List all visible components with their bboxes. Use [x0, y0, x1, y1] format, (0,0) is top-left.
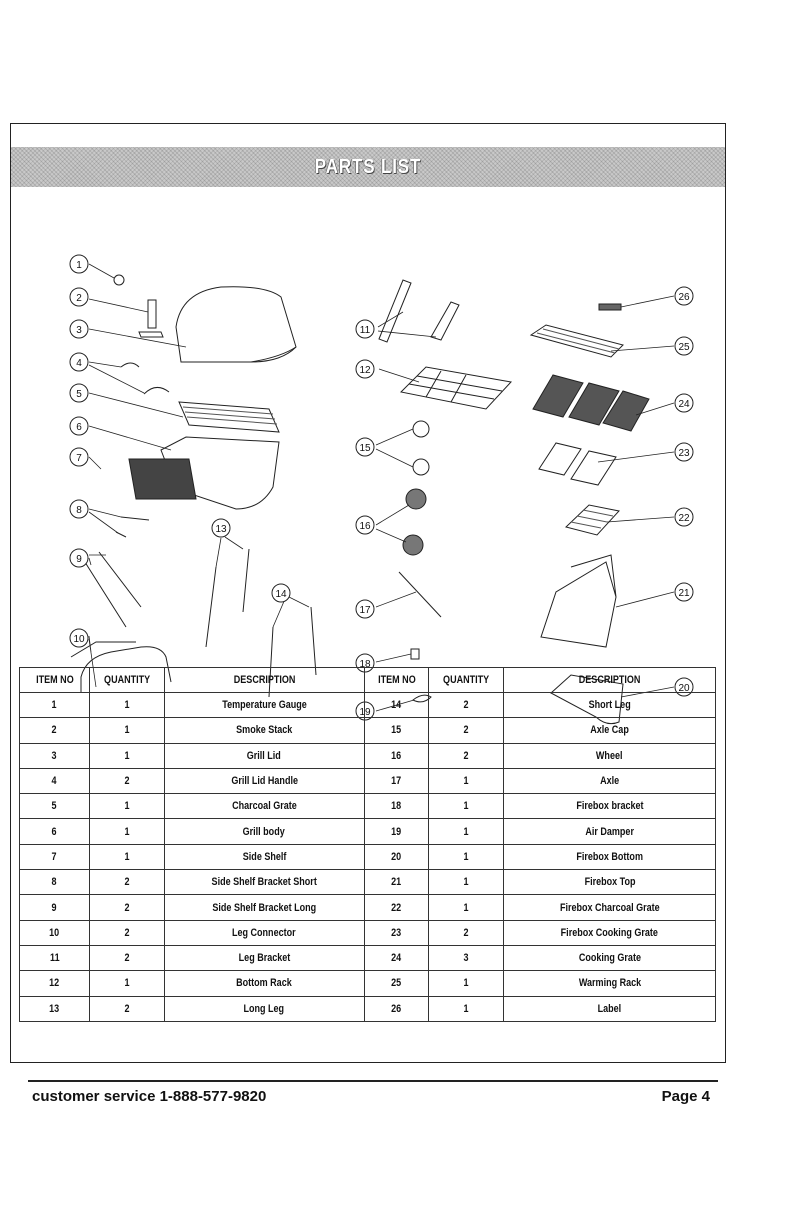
table-cell: 1 — [89, 693, 164, 718]
table-cell: 23 — [364, 920, 429, 945]
table-cell: 2 — [89, 945, 164, 970]
table-cell: 17 — [364, 768, 429, 793]
table-cell: 15 — [364, 718, 429, 743]
table-cell: 11 — [20, 945, 90, 970]
header-bar — [11, 147, 725, 187]
grill-lid-handle-drawing — [121, 363, 169, 394]
table-row — [20, 768, 716, 793]
label-drawing — [599, 304, 621, 310]
callout-label: 3 — [76, 325, 82, 336]
table-cell: 2 — [89, 996, 164, 1021]
table-cell: Axle Cap — [504, 718, 716, 743]
table-cell: 1 — [89, 718, 164, 743]
table-cell: 1 — [429, 895, 504, 920]
table-cell: Side Shelf — [164, 844, 364, 869]
table-row — [20, 920, 716, 945]
callout-label: 17 — [359, 605, 371, 616]
table-row — [20, 971, 716, 996]
table-cell: Wheel — [504, 743, 716, 768]
long-leg-drawing — [206, 549, 249, 647]
callout-label: 1 — [76, 260, 82, 271]
table-cell: 18 — [364, 794, 429, 819]
firebox-top-drawing — [541, 555, 616, 647]
table-row — [20, 743, 716, 768]
table-cell: 1 — [429, 768, 504, 793]
table-cell: 1 — [429, 844, 504, 869]
table-cell: 1 — [429, 819, 504, 844]
column-header: ITEM NO — [20, 668, 90, 693]
side-shelf-drawing — [129, 459, 196, 499]
warming-rack-drawing — [531, 325, 623, 357]
footer-divider — [28, 1080, 718, 1082]
callout-label: 2 — [76, 293, 82, 304]
charcoal-grate-drawing — [179, 402, 279, 432]
table-cell: Leg Bracket — [164, 945, 364, 970]
table-cell: Grill Lid — [164, 743, 364, 768]
table-row — [20, 794, 716, 819]
table-cell: 13 — [20, 996, 90, 1021]
table-cell: Long Leg — [164, 996, 364, 1021]
firebox-bracket-drawing — [411, 649, 419, 659]
table-cell: 1 — [89, 844, 164, 869]
table-row — [20, 819, 716, 844]
table-cell: 5 — [20, 794, 90, 819]
table-cell: 10 — [20, 920, 90, 945]
callout-label: 18 — [359, 659, 371, 670]
page-number: Page 4 — [661, 1088, 710, 1105]
table-cell: 1 — [89, 819, 164, 844]
table-cell: 2 — [89, 870, 164, 895]
table-cell: 2 — [89, 768, 164, 793]
table-cell: Bottom Rack — [164, 971, 364, 996]
firebox-charcoal-grate-drawing — [566, 505, 619, 535]
table-row — [20, 718, 716, 743]
table-cell: 1 — [89, 743, 164, 768]
table-cell: 1 — [429, 794, 504, 819]
table-cell: 22 — [364, 895, 429, 920]
table-row — [20, 844, 716, 869]
table-row — [20, 870, 716, 895]
side-shelf-bracket-long-drawing — [83, 552, 141, 627]
table-cell: 16 — [364, 743, 429, 768]
callout-label: 26 — [678, 292, 690, 303]
parts-table — [19, 667, 716, 1022]
table-cell: 26 — [364, 996, 429, 1021]
callout-label: 9 — [76, 554, 82, 565]
callout-label: 25 — [678, 342, 690, 353]
table-cell: Firebox Cooking Grate — [504, 920, 716, 945]
callout-label: 19 — [359, 707, 371, 718]
parts-list-frame — [10, 123, 726, 1063]
table-cell: Firebox Top — [504, 870, 716, 895]
callout-label: 8 — [76, 505, 82, 516]
table-row — [20, 996, 716, 1021]
table-cell: Cooking Grate — [504, 945, 716, 970]
column-header: ITEM NO — [364, 668, 429, 693]
table-cell: 7 — [20, 844, 90, 869]
table-cell: 4 — [20, 768, 90, 793]
column-header: DESCRIPTION — [504, 668, 716, 693]
table-cell: 8 — [20, 870, 90, 895]
bottom-rack-drawing — [401, 367, 511, 409]
callout-label: 5 — [76, 389, 82, 400]
table-cell: Short Leg — [504, 693, 716, 718]
table-cell: Firebox bracket — [504, 794, 716, 819]
callout-label: 15 — [359, 443, 371, 454]
table-cell: 2 — [20, 718, 90, 743]
table-cell: Temperature Gauge — [164, 693, 364, 718]
table-cell: Grill body — [164, 819, 364, 844]
table-header-row — [20, 668, 716, 693]
table-cell: 1 — [429, 996, 504, 1021]
table-cell: Side Shelf Bracket Short — [164, 870, 364, 895]
callout-label: 24 — [678, 399, 690, 410]
table-cell: 2 — [429, 693, 504, 718]
table-cell: 2 — [429, 920, 504, 945]
table-cell: 3 — [20, 743, 90, 768]
callout-label: 10 — [73, 634, 85, 645]
callout-label: 11 — [359, 325, 371, 336]
callout-label: 22 — [678, 513, 690, 524]
table-row — [20, 895, 716, 920]
table-cell: 2 — [89, 920, 164, 945]
table-cell: Label — [504, 996, 716, 1021]
table-cell: Firebox Charcoal Grate — [504, 895, 716, 920]
table-cell: 1 — [89, 971, 164, 996]
callout-label: 12 — [359, 365, 371, 376]
table-cell: 2 — [429, 743, 504, 768]
callout-label: 6 — [76, 422, 82, 433]
side-shelf-bracket-short-drawing — [116, 517, 149, 537]
table-cell: Charcoal Grate — [164, 794, 364, 819]
cooking-grate-drawing — [533, 375, 649, 431]
table-cell: Air Damper — [504, 819, 716, 844]
table-cell: 1 — [89, 794, 164, 819]
smoke-stack-drawing — [139, 300, 163, 337]
column-header: QUANTITY — [429, 668, 504, 693]
column-header: QUANTITY — [89, 668, 164, 693]
table-cell: 9 — [20, 895, 90, 920]
table-cell: 6 — [20, 819, 90, 844]
callout-label: 16 — [359, 521, 371, 532]
callout-label: 4 — [76, 358, 82, 369]
callout-label: 7 — [76, 453, 82, 464]
table-cell: 20 — [364, 844, 429, 869]
table-cell: 24 — [364, 945, 429, 970]
callout-label: 21 — [678, 588, 690, 599]
table-cell: 12 — [20, 971, 90, 996]
table-cell: 1 — [20, 693, 90, 718]
axle-drawing — [399, 572, 441, 617]
table-cell: 14 — [364, 693, 429, 718]
axle-cap-drawing — [413, 421, 429, 475]
table-row — [20, 945, 716, 970]
table-cell: Axle — [504, 768, 716, 793]
wheel-drawing — [403, 489, 426, 555]
table-cell: Grill Lid Handle — [164, 768, 364, 793]
customer-service-contact: customer service 1-888-577-9820 — [32, 1088, 267, 1105]
column-header: DESCRIPTION — [164, 668, 364, 693]
callout-label: 14 — [275, 589, 287, 600]
table-cell: Side Shelf Bracket Long — [164, 895, 364, 920]
callout-label: 20 — [678, 683, 690, 694]
table-cell: 3 — [429, 945, 504, 970]
table-cell: Warming Rack — [504, 971, 716, 996]
table-cell: Leg Connector — [164, 920, 364, 945]
firebox-cooking-grate-drawing — [539, 443, 616, 485]
table-cell: Firebox Bottom — [504, 844, 716, 869]
temperature-gauge-drawing — [114, 275, 124, 285]
page-title: PARTS LIST — [314, 156, 422, 178]
table-cell: 2 — [89, 895, 164, 920]
callout-label: 13 — [215, 524, 227, 535]
table-cell: Smoke Stack — [164, 718, 364, 743]
table-cell: 19 — [364, 819, 429, 844]
table-cell: 2 — [429, 718, 504, 743]
table-cell: 1 — [429, 971, 504, 996]
callout-label: 23 — [678, 448, 690, 459]
grill-lid-drawing — [176, 287, 296, 362]
table-cell: 25 — [364, 971, 429, 996]
table-cell: 21 — [364, 870, 429, 895]
table-row — [20, 693, 716, 718]
table-cell: 1 — [429, 870, 504, 895]
